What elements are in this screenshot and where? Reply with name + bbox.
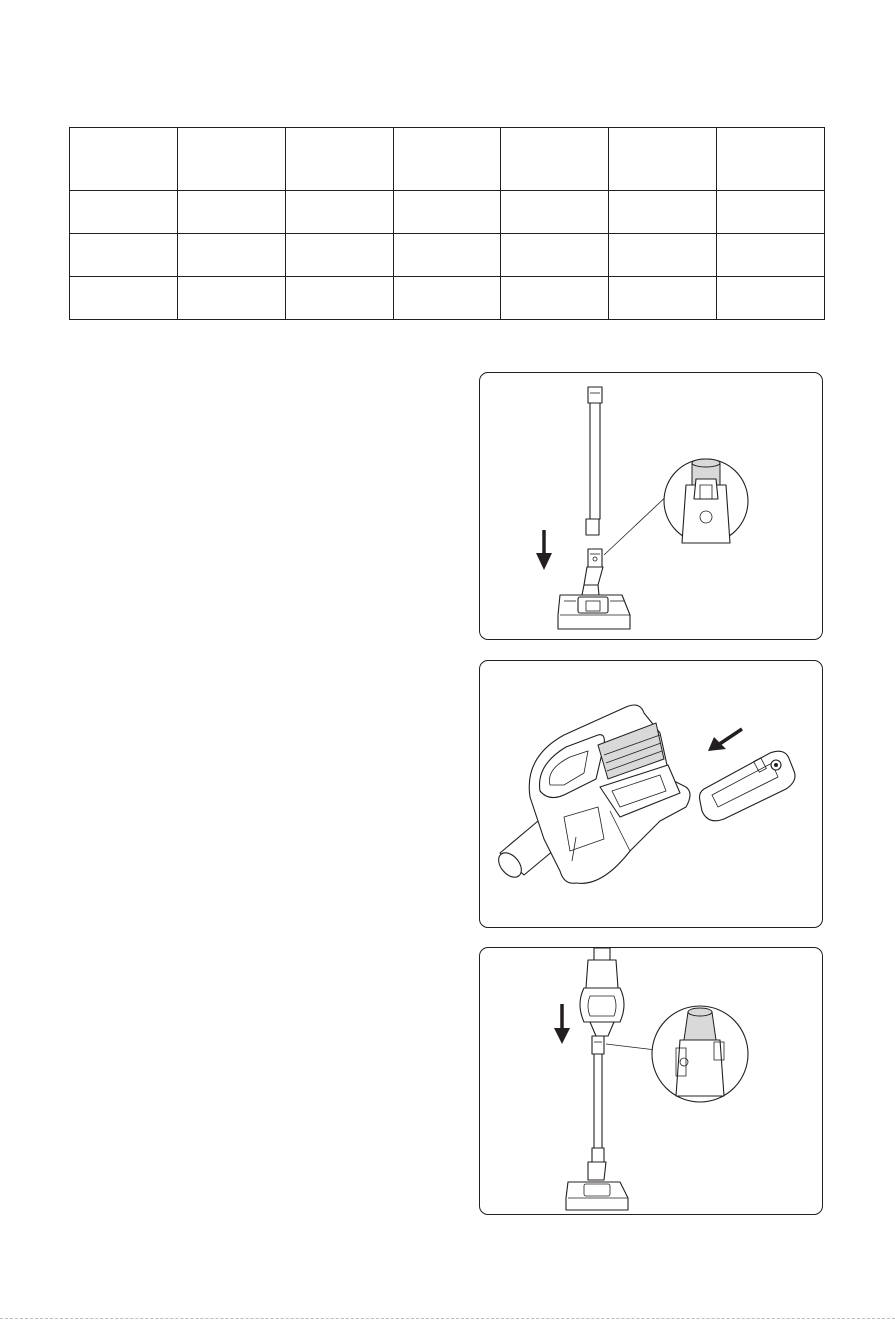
table-cell (393, 128, 501, 191)
page-bottom-edge (0, 1318, 895, 1319)
table-cell (177, 191, 285, 234)
table-cell (285, 191, 393, 234)
table-cell (609, 128, 717, 191)
tube-to-floor-brush-icon (480, 373, 823, 640)
table-cell (177, 234, 285, 277)
table-cell (609, 277, 717, 320)
table-cell (70, 234, 178, 277)
table-cell (70, 128, 178, 191)
table-cell (501, 128, 609, 191)
table-cell (393, 191, 501, 234)
assembly-step-battery-insert (479, 660, 823, 928)
table-cell (285, 128, 393, 191)
table-cell (177, 128, 285, 191)
table-row (70, 277, 825, 320)
assembly-step-tube-to-brush (479, 372, 823, 640)
table-cell (70, 277, 178, 320)
table-cell (501, 191, 609, 234)
battery-into-handheld-unit-icon (480, 661, 823, 928)
spec-table (69, 127, 825, 320)
table-cell (717, 128, 825, 191)
table-row (70, 234, 825, 277)
assembly-step-handheld-to-tube (479, 947, 823, 1215)
table-cell (393, 234, 501, 277)
table-cell (609, 191, 717, 234)
table-cell (717, 234, 825, 277)
table-cell (285, 277, 393, 320)
table-cell (393, 277, 501, 320)
table-row (70, 128, 825, 191)
table-cell (717, 277, 825, 320)
handheld-onto-tube-icon (480, 948, 823, 1215)
table-cell (70, 191, 178, 234)
table-cell (501, 277, 609, 320)
table-row (70, 191, 825, 234)
table-cell (717, 191, 825, 234)
table-cell (609, 234, 717, 277)
table-cell (285, 234, 393, 277)
table-cell (177, 277, 285, 320)
table-cell (501, 234, 609, 277)
